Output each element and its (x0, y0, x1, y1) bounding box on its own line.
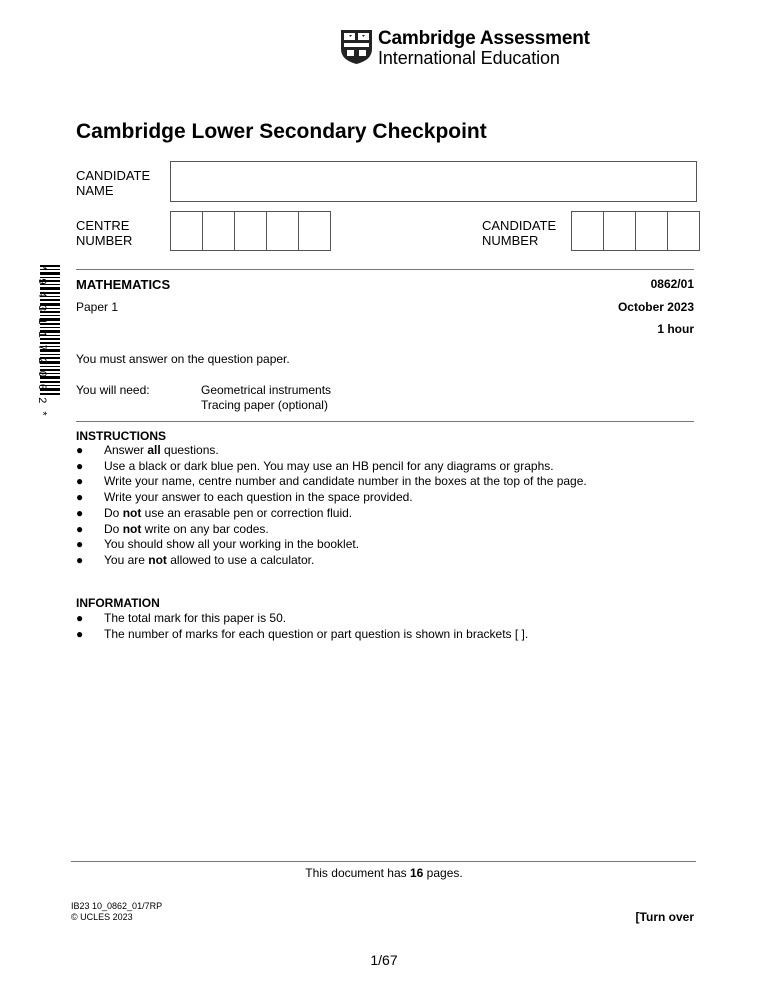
copyright: © UCLES 2023 (71, 912, 133, 922)
information-item: ● The number of marks for each question or part question is shown in brackets [ ]. (76, 626, 529, 641)
barcode (26, 265, 62, 417)
duration: 1 hour (657, 322, 694, 336)
cambridge-logo (340, 28, 590, 69)
candidate-number-digit[interactable] (571, 211, 604, 251)
candidate-name-field[interactable] (170, 161, 697, 202)
candidate-name-label: CANDIDATE NAME (76, 168, 151, 198)
paper-number: Paper 1 (76, 300, 119, 314)
instruction-item: ● Write your name, centre number and candidate number in the boxes at the top of the page. (76, 474, 587, 489)
paper-code: 0862/01 (650, 277, 694, 291)
page-title: Cambridge Lower Secondary Checkpoint (76, 120, 487, 143)
centre-number-digit[interactable] (266, 211, 299, 251)
divider (76, 269, 694, 270)
centre-number-digit[interactable] (170, 211, 203, 251)
candidate-number-label: CANDIDATE NUMBER (482, 218, 557, 248)
logo-line-1: Cambridge Assessment (378, 28, 590, 49)
divider (76, 421, 694, 422)
instruction-item: ● Answer all questions. (76, 443, 219, 457)
candidate-number-digit[interactable] (667, 211, 700, 251)
need-list (201, 383, 331, 413)
instruction-item: ● You should show all your working in the booklet. (76, 537, 360, 552)
page-number: 1/67 (370, 952, 398, 968)
need-item: Tracing paper (optional) (201, 398, 328, 412)
page-count: This document has 16 pages. (305, 866, 463, 880)
session: October 2023 (617, 300, 694, 314)
footer-ref (71, 901, 162, 923)
answer-note: You must answer on the question paper. (76, 352, 290, 366)
instruction-item: ● Do not use an erasable pen or correction fluid. (76, 505, 353, 520)
centre-number-boxes (170, 211, 331, 249)
information-item: ● The total mark for this paper is 50. (76, 611, 287, 625)
need-item: Geometrical instruments (201, 383, 332, 397)
information-heading: INFORMATION (76, 596, 160, 610)
centre-number-label: CENTRE NUMBER (76, 218, 133, 248)
candidate-number-boxes (571, 211, 700, 249)
footer-divider (71, 861, 696, 862)
barcode-number: * 9 4 3 1 1 7 2 0 0 2 * (35, 265, 47, 417)
instruction-item: ● Write your answer to each question in the space provided. (76, 490, 413, 505)
information-list (76, 611, 528, 642)
centre-number-digit[interactable] (234, 211, 267, 251)
need-label: You will need: (76, 383, 150, 397)
logo-line-2: International Education (378, 48, 560, 68)
candidate-number-digit[interactable] (635, 211, 668, 251)
instructions-heading: INSTRUCTIONS (76, 429, 166, 443)
subject: MATHEMATICS (76, 277, 171, 292)
crest-icon (340, 29, 373, 65)
instruction-item: ● You are not allowed to use a calculator. (76, 552, 315, 567)
candidate-number-digit[interactable] (603, 211, 636, 251)
centre-number-digit[interactable] (298, 211, 331, 251)
centre-number-digit[interactable] (202, 211, 235, 251)
document-reference: IB23 10_0862_01/7RP (71, 901, 163, 911)
instruction-item: ● Use a black or dark blue pen. You may use an HB pencil for any diagrams or graphs. (76, 458, 554, 473)
instructions-list (76, 443, 587, 569)
turn-over: [Turn over (635, 910, 694, 924)
instruction-item: ● Do not write on any bar codes. (76, 521, 269, 536)
